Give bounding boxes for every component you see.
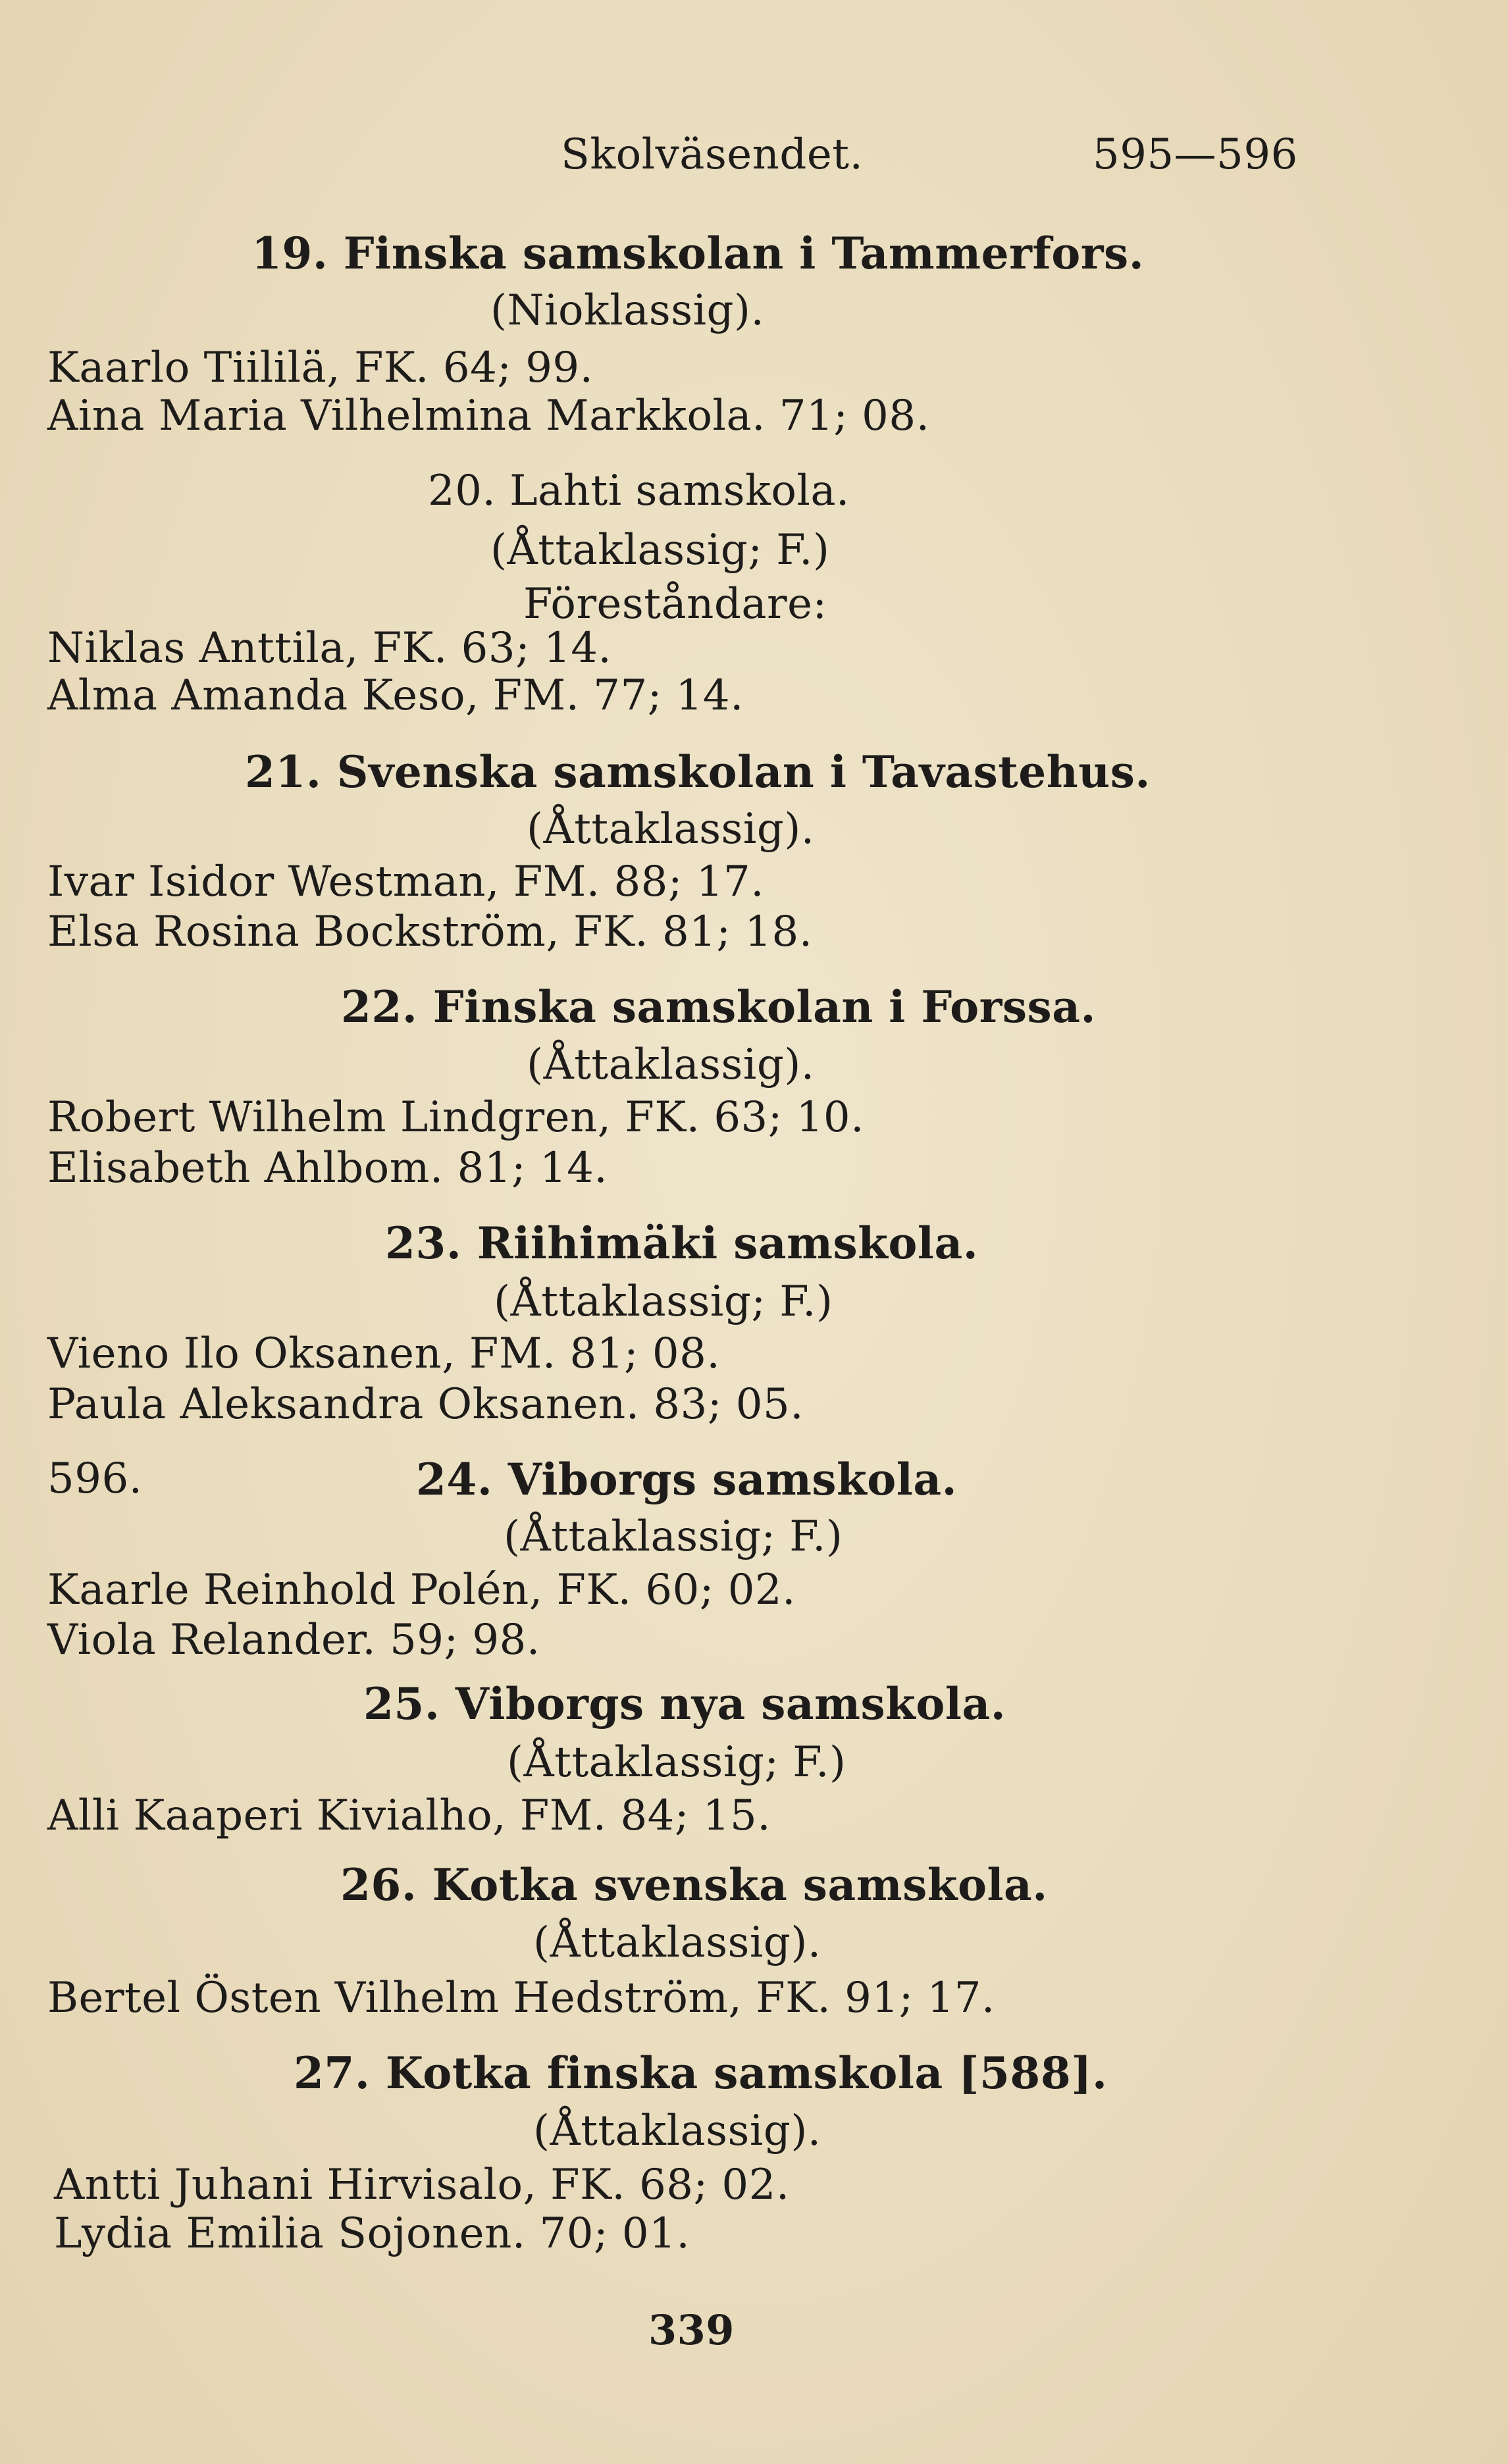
entry-line: Vieno Ilo Oksanen, FM. 81; 08.	[47, 1329, 721, 1378]
section-classification-21: (Åttaklassig).	[527, 805, 815, 854]
entry-line: Niklas Anttila, FK. 63; 14.	[47, 624, 612, 673]
entry-line: Kaarlo Tiililä, FK. 64; 99.	[47, 344, 594, 392]
entry-line: Antti Juhani Hirvisalo, FK. 68; 02.	[54, 2161, 790, 2209]
entry-line: Viola Relander. 59; 98.	[47, 1616, 540, 1664]
section-classification-19: (Nioklassig).	[490, 286, 765, 335]
section-sublabel-20: Föreståndare:	[523, 580, 827, 629]
entry-line: Bertel Östen Vilhelm Hedström, FK. 91; 17.	[47, 1974, 995, 2022]
entry-line: Aina Maria Vilhelmina Markkola. 71; 08.	[47, 392, 930, 440]
section-classification-26: (Åttaklassig).	[533, 1918, 821, 1967]
signature-mark: 339	[648, 2306, 735, 2354]
running-title: Skolväsendet.	[561, 130, 864, 179]
entry-line: Ivar Isidor Westman, FM. 88; 17.	[47, 858, 765, 906]
section-classification-25: (Åttaklassig; F.)	[507, 1738, 846, 1787]
entry-line: Paula Aleksandra Oksanen. 83; 05.	[47, 1380, 804, 1429]
section-heading-25: 25. Viborgs nya samskola.	[363, 1678, 1006, 1730]
section-heading-24: 24. Viborgs samskola.	[416, 1454, 958, 1505]
section-classification-24: (Åttaklassig; F.)	[504, 1512, 843, 1561]
section-classification-23: (Åttaklassig; F.)	[494, 1277, 833, 1326]
section-heading-22: 22. Finska samskolan i Forssa.	[341, 981, 1096, 1033]
section-heading-19: 19. Finska samskolan i Tammerfors.	[251, 228, 1145, 279]
entry-line: Robert Wilhelm Lindgren, FK. 63; 10.	[47, 1093, 864, 1142]
column-numbers: 595—596	[1093, 130, 1298, 179]
column-marker-596: 596.	[47, 1454, 143, 1503]
section-heading-21: 21. Svenska samskolan i Tavastehus.	[245, 746, 1151, 798]
entry-line: Elsa Rosina Bockström, FK. 81; 18.	[47, 908, 813, 956]
section-heading-27: 27. Kotka finska samskola [588].	[294, 2047, 1108, 2099]
entry-line: Alma Amanda Keso, FM. 77; 14.	[47, 671, 744, 720]
section-classification-20: (Åttaklassig; F.)	[490, 526, 830, 575]
section-classification-27: (Åttaklassig).	[533, 2107, 821, 2155]
entry-line: Elisabeth Ahlbom. 81; 14.	[47, 1144, 608, 1193]
section-heading-23: 23. Riihimäki samskola.	[385, 1218, 979, 1269]
entry-line: Lydia Emilia Sojonen. 70; 01.	[54, 2209, 690, 2258]
section-heading-26: 26. Kotka svenska samskola.	[340, 1859, 1048, 1911]
section-classification-22: (Åttaklassig).	[527, 1040, 815, 1089]
entry-line: Alli Kaaperi Kivialho, FM. 84; 15.	[47, 1791, 771, 1840]
section-heading-20: 20. Lahti samskola.	[428, 467, 850, 515]
entry-line: Kaarle Reinhold Polén, FK. 60; 02.	[47, 1566, 796, 1614]
